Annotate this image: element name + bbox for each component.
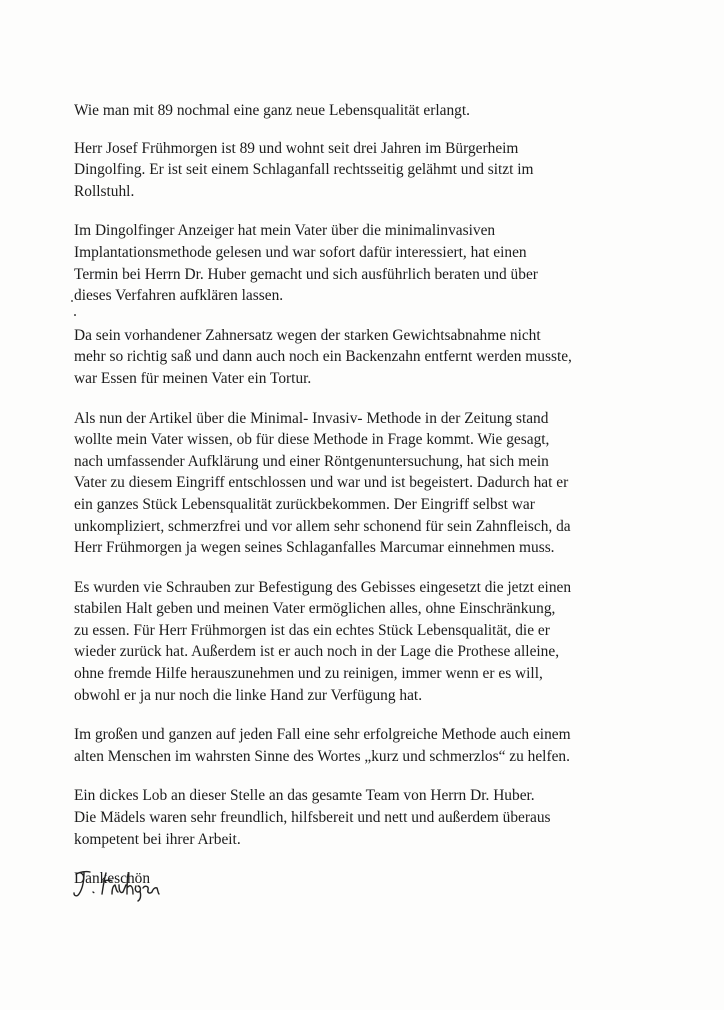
text-line: ohne fremde Hilfe herauszunehmen und zu reinigen, immer wenn er es will,: [74, 665, 543, 683]
text-line: Als nun der Artikel über die Minimal- Invasiv- Methode in der Zeitung stand: [74, 409, 549, 427]
text-line: Implantationsmethode gelesen und war sofort dafür interessiert, hat einen: [74, 243, 527, 261]
text-line: Ein dickes Lob an dieser Stelle an das gesamte Team von Herrn Dr. Huber.: [74, 787, 535, 805]
text-line: Dingolfing. Er ist seit einem Schlaganfall rechtsseitig gelähmt und sitzt im: [74, 161, 534, 179]
text-line: Herr Josef Frühmorgen ist 89 und wohnt seit drei Jahren im Bürgerheim: [74, 139, 519, 157]
text-line: wollte mein Vater wissen, ob für diese Methode in Frage kommt. Wie gesagt,: [74, 431, 550, 449]
text-line: kompetent bei ihrer Arbeit.: [74, 830, 241, 848]
text-line: zu essen. Für Herr Frühmorgen ist das ein echtes Stück Lebensqualität, die er: [74, 621, 550, 639]
paragraph-6: [74, 724, 674, 767]
text-line: Die Mädels waren sehr freundlich, hilfsbereit und nett und außerdem überaus: [74, 809, 551, 827]
closing: Dankeschön: [74, 870, 151, 888]
paragraph-1: [74, 138, 674, 203]
paragraph-5: [74, 577, 674, 707]
text-line: Termin bei Herrn Dr. Huber gemacht und sich ausführlich beraten und über: [74, 265, 538, 283]
text-line: Im Dingolfinger Anzeiger hat mein Vater über die minimalinvasiven: [74, 222, 496, 240]
text-line: alten Menschen im wahrsten Sinne des Wortes „kurz und schmerzlos“ zu helfen.: [74, 747, 570, 765]
text-line: war Essen für meinen Vater ein Tortur.: [74, 369, 312, 387]
text-line: Es wurden vie Schrauben zur Befestigung des Gebisses eingesetzt die jetzt einen: [74, 578, 572, 596]
scan-speck: [71, 300, 73, 302]
paragraph-4: [74, 408, 674, 559]
text-line: stabilen Halt geben und meinen Vater ermöglichen alles, ohne Einschränkung,: [74, 600, 556, 618]
paragraph-7: [74, 785, 674, 850]
text-line: dieses Verfahren aufklären lassen.: [74, 287, 284, 305]
text-line: Herr Frühmorgen ja wegen seines Schlaganfalles Marcumar einnehmen muss.: [74, 539, 555, 557]
text-line: Rollstuhl.: [74, 182, 135, 200]
text-line: unkompliziert, schmerzfrei und vor allem sehr schonend für sein Zahnfleisch, da: [74, 517, 571, 535]
text-line: obwohl er ja nur noch die linke Hand zur Verfügung hat.: [74, 686, 423, 704]
text-line: Da sein vorhandener Zahnersatz wegen der starken Gewichtsabnahme nicht: [74, 326, 541, 344]
paragraph-2: [74, 220, 674, 306]
letter-title: Wie man mit 89 nochmal eine ganz neue Lebensqualität erlangt.: [74, 102, 470, 119]
text-line: ein ganzes Stück Lebensqualität zurückbekommen. Der Eingriff selbst war: [74, 495, 535, 513]
text-line: mehr so richtig saß und dann auch noch ein Backenzahn entfernt werden musste,: [74, 348, 572, 366]
scan-speck: [74, 314, 76, 316]
handwritten-signature: [70, 864, 170, 904]
paragraph-3: [74, 325, 674, 390]
letter-body: [74, 100, 674, 908]
text-line: Im großen und ganzen auf jeden Fall eine sehr erfolgreiche Methode auch einem: [74, 726, 571, 744]
text-line: nach umfassender Aufklärung und einer Röntgenuntersuchung, hat sich mein: [74, 452, 549, 470]
text-line: wieder zurück hat. Außerdem ist er auch noch in der Lage die Prothese alleine,: [74, 643, 560, 661]
text-line: Vater zu diesem Eingriff entschlossen und war und ist begeistert. Dadurch hat er: [74, 474, 569, 492]
